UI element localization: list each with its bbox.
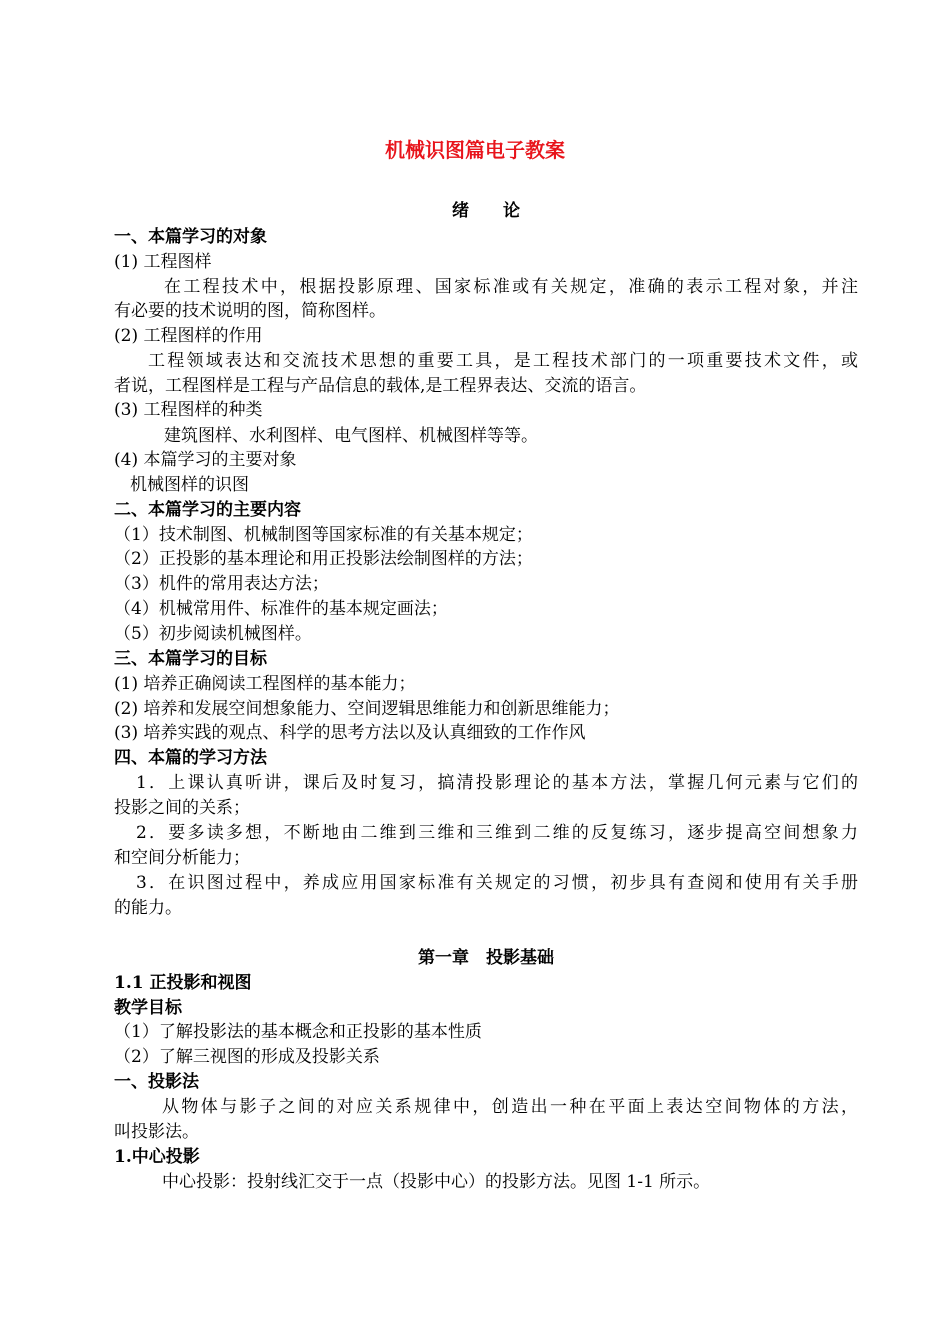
section-4-paragraph-3-line-1: 3．在识图过程中，养成应用国家标准有关规定的习惯，初步具有查阅和使用有关手册 (136, 873, 858, 893)
projection-method-paragraph-line-2: 叫投影法。 (114, 1122, 199, 1142)
section-3-list-item: (1) 培养正确阅读工程图样的基本能力； (114, 674, 416, 694)
section-1-item-3: (3) 工程图样的种类 (114, 400, 263, 420)
section-4-paragraph-3-line-2: 的能力。 (114, 898, 182, 918)
section-1-item-2-paragraph-line-2: 者说，工程图样是工程与产品信息的载体,是工程界表达、交流的语言。 (114, 376, 647, 396)
central-projection-heading: 1.中心投影 (114, 1147, 200, 1167)
section-1-heading: 一、本篇学习的对象 (114, 227, 267, 247)
section-1-item-3-paragraph: 建筑图样、水利图样、电气图样、机械图样等等。 (164, 426, 538, 446)
chapter-1-section-1-1: 1.1 正投影和视图 (114, 973, 252, 993)
section-1-item-4: (4) 本篇学习的主要对象 (114, 450, 297, 470)
section-1-item-1-paragraph-line-2: 有必要的技术说明的图，简称图样。 (114, 301, 386, 321)
section-4-heading: 四、本篇的学习方法 (114, 748, 267, 768)
section-2-list-item: （4）机械常用件、标准件的基本规定画法； (114, 599, 448, 619)
section-3-heading: 三、本篇学习的目标 (114, 649, 267, 669)
section-1-item-4-paragraph: 机械图样的识图 (130, 475, 249, 495)
section-2-list-item: （2）正投影的基本理论和用正投影法绘制图样的方法； (114, 549, 533, 569)
section-1-item-1-paragraph-line-1: 在工程技术中，根据投影原理、国家标准或有关规定，准确的表示工程对象，并注 (164, 277, 858, 297)
intro-heading: 绪 论 (452, 201, 520, 221)
section-2-list-item: （5）初步阅读机械图样。 (114, 624, 312, 644)
teaching-goal-item: （2）了解三视图的形成及投影关系 (114, 1047, 380, 1067)
section-2-list-item: （3）机件的常用表达方法； (114, 574, 329, 594)
section-4-paragraph-2-line-2: 和空间分析能力； (114, 848, 250, 868)
teaching-goals-heading: 教学目标 (114, 998, 182, 1018)
document-title: 机械识图篇电子教案 (385, 138, 565, 162)
section-1-item-2-paragraph-line-1: 工程领域表达和交流技术思想的重要工具，是工程技术部门的一项重要技术文件，或 (148, 351, 858, 371)
section-4-paragraph-2-line-1: 2．要多读多想，不断地由二维到三维和三维到二维的反复练习，逐步提高空间想象力 (136, 823, 858, 843)
section-2-heading: 二、本篇学习的主要内容 (114, 500, 301, 520)
section-4-paragraph-1-line-1: 1．上课认真听讲，课后及时复习，搞清投影理论的基本方法，掌握几何元素与它们的 (136, 773, 858, 793)
section-1-item-2: (2) 工程图样的作用 (114, 326, 263, 346)
projection-method-heading: 一、投影法 (114, 1072, 199, 1092)
central-projection-paragraph: 中心投影：投射线汇交于一点（投影中心）的投影方法。见图 1-1 所示。 (162, 1172, 711, 1192)
projection-method-paragraph-line-1: 从物体与影子之间的对应关系规律中，创造出一种在平面上表达空间物体的方法， (162, 1097, 858, 1117)
section-3-list-item: (2) 培养和发展空间想象能力、空间逻辑思维能力和创新思维能力； (114, 699, 620, 719)
section-4-paragraph-1-line-2: 投影之间的关系； (114, 798, 250, 818)
chapter-1-heading: 第一章 投影基础 (418, 948, 554, 968)
section-1-item-1: (1) 工程图样 (114, 252, 212, 272)
teaching-goal-item: （1）了解投影法的基本概念和正投影的基本性质 (114, 1022, 482, 1042)
section-3-list-item: (3) 培养实践的观点、科学的思考方法以及认真细致的工作作风 (114, 723, 586, 743)
section-2-list-item: （1）技术制图、机械制图等国家标准的有关基本规定； (114, 525, 533, 545)
